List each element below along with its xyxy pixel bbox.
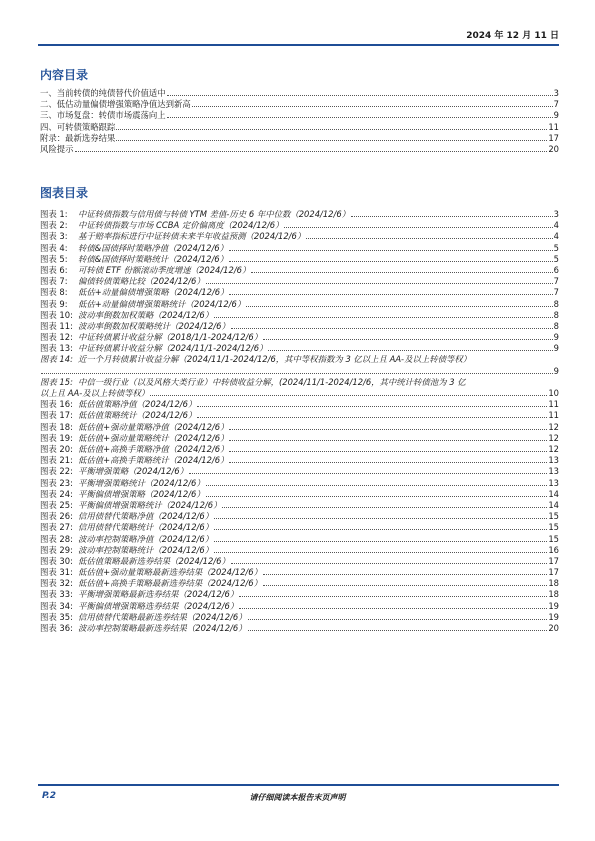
report-date: 2024 年 12 月 11 日	[466, 31, 559, 41]
figure-entry-title: 波动率控制策略最新选券结果（2024/12/6）	[78, 623, 247, 633]
figure-entry-label: 图表 33:	[40, 589, 73, 600]
figure-entry[interactable]	[40, 489, 559, 500]
figure-entry[interactable]	[40, 209, 559, 220]
figure-entry[interactable]	[40, 231, 559, 242]
leader-dots	[248, 613, 548, 620]
figure-entry-page: 8	[553, 320, 559, 331]
figure-entry-title: 中证转债指数与市场 CCBA 定价偏离度（2024/12/6）	[78, 220, 284, 231]
figure-entry-page: 16	[548, 544, 559, 555]
figure-entry-page: 13	[548, 455, 559, 466]
figure-entry-page: 15	[548, 533, 559, 544]
header-divider	[38, 44, 559, 46]
figure-entry-label: 图表 31:	[40, 567, 73, 578]
figure-entry-title: 转债&国债择时策略统计（2024/12/6）	[78, 253, 228, 264]
figure-entry-label: 图表 23:	[40, 477, 73, 488]
figure-entry-line	[40, 377, 559, 388]
toc-entry-title: 一、当前转债的纯债替代价值适中	[40, 88, 166, 98]
figure-entry-label: 图表 17:	[40, 410, 73, 421]
figure-entry-label: 图表 19:	[40, 432, 73, 443]
figures-heading: 图表目录	[40, 186, 89, 200]
leader-dots	[231, 557, 548, 564]
figure-entry-title: 转债&国债择时策略净值（2024/12/6）	[78, 242, 228, 253]
figure-entry-title: 可转债 ETF 份额滚动季度增速（2024/12/6）	[78, 264, 251, 275]
figure-entry-label: 图表 36:	[40, 623, 73, 633]
figure-entry-line	[40, 354, 559, 365]
leader-dots	[239, 602, 547, 609]
figure-entry[interactable]	[40, 455, 559, 466]
leader-dots	[248, 624, 548, 631]
figure-entry-page: 15	[548, 522, 559, 533]
figure-entry-page: 14	[548, 499, 559, 510]
figure-entry-label: 图表 27:	[40, 522, 73, 533]
figure-entry-title: 低估值策略统计（2024/12/6）	[78, 410, 197, 421]
figure-entry-page: 4	[553, 231, 559, 242]
leader-dots	[197, 400, 547, 407]
figure-entry-page: 13	[548, 477, 559, 488]
figure-entry[interactable]	[40, 399, 559, 410]
figure-entry-label: 图表 1:	[40, 209, 68, 219]
figure-entry-label: 图表 13:	[40, 343, 73, 354]
leader-dots	[167, 111, 553, 118]
leader-dots	[229, 434, 547, 441]
figure-entry-title: 平衡增强策略最新选券结果（2024/12/6）	[78, 589, 239, 600]
leader-dots	[41, 367, 553, 374]
toc-entry[interactable]	[40, 99, 559, 110]
figure-entry-label: 图表 35:	[40, 611, 73, 622]
leader-dots	[222, 501, 547, 508]
disclaimer-notice: 请仔细阅读本报告末页声明	[249, 793, 346, 802]
figure-entry[interactable]	[40, 612, 559, 623]
figure-entry-page: 6	[553, 264, 559, 275]
figure-entry-page: 8	[553, 309, 559, 320]
leader-dots	[206, 277, 553, 284]
figure-entry-page: 17	[548, 567, 559, 578]
leader-dots	[263, 333, 553, 340]
leader-dots	[189, 467, 547, 474]
figure-entry-label: 图表 15:	[40, 376, 73, 387]
leader-dots	[214, 535, 547, 542]
leader-dots	[306, 232, 552, 239]
leader-dots	[75, 145, 548, 152]
figure-entry[interactable]	[40, 567, 559, 578]
figure-entry-title: 平衡增强策略（2024/12/6）	[78, 466, 188, 477]
figure-entry[interactable]	[40, 578, 559, 589]
figure-entry-label: 图表 18:	[40, 421, 73, 432]
leader-dots	[229, 244, 553, 251]
figure-entry-page: 13	[548, 466, 559, 477]
leader-dots	[229, 423, 547, 430]
figure-entry-label: 图表 3:	[40, 231, 68, 242]
figure-entry[interactable]	[40, 500, 559, 511]
toc-entry[interactable]	[40, 133, 559, 144]
leader-dots	[214, 523, 547, 530]
figure-entry[interactable]	[40, 601, 559, 612]
figure-entry-page: 18	[548, 578, 559, 589]
toc-entry-page: 20	[548, 143, 559, 154]
figure-entry-label: 图表 2:	[40, 220, 68, 231]
leader-dots	[239, 590, 547, 597]
figure-entry-label: 图表 28:	[40, 533, 73, 544]
figure-entry-title: 基于赔率指标进行中证转债未来半年收益预测（2024/12/6）	[78, 231, 306, 242]
leader-dots	[284, 221, 552, 228]
figure-entry-title: 低估值+强动量策略最新选券结果（2024/12/6）	[78, 567, 262, 578]
leader-dots	[263, 579, 547, 586]
leader-dots	[214, 311, 553, 318]
figure-entry[interactable]	[40, 220, 559, 231]
figure-entry-page: 12	[548, 432, 559, 443]
figure-entry-title-continued: 以上且 AA-及以上转债等权）	[40, 388, 150, 399]
figure-entry-label: 图表 5:	[40, 253, 68, 264]
figure-entry-label: 图表 26:	[40, 511, 73, 522]
figure-entry-label: 图表 20:	[40, 444, 73, 454]
figure-entry-line	[40, 388, 559, 399]
figure-entry-label: 图表 30:	[40, 555, 73, 566]
leader-dots	[116, 134, 547, 141]
leader-dots	[246, 300, 552, 307]
leader-dots	[197, 411, 547, 418]
figure-entry[interactable]	[40, 556, 559, 567]
figure-entry-title: 低估值+高换手策略最新选券结果（2024/12/6）	[78, 578, 262, 589]
figure-entry[interactable]	[40, 410, 559, 421]
figure-entry-title: 偏债转债策略比较（2024/12/6）	[78, 276, 205, 287]
figure-entry-title: 低估值+高换手策略统计（2024/12/6）	[78, 455, 229, 466]
figures-list	[40, 209, 559, 634]
figure-entry-label: 图表 29:	[40, 544, 73, 555]
toc-entry-title: 三、市场复盘：转债市场震荡向上	[40, 110, 166, 121]
leader-dots	[263, 568, 547, 575]
figure-entry-page: 8	[553, 298, 559, 309]
leader-dots	[116, 123, 547, 130]
figure-entry[interactable]	[40, 299, 559, 310]
figure-entry-page: 9	[553, 343, 559, 354]
figure-entry-line	[40, 366, 559, 377]
figure-entry-page: 12	[548, 421, 559, 432]
leader-dots	[268, 344, 552, 351]
leader-dots	[206, 490, 548, 497]
figure-entry-title: 平衡偏债增强策略（2024/12/6）	[78, 488, 205, 499]
figure-entry-title: 信用债替代策略最新选券结果（2024/12/6）	[78, 611, 247, 622]
figure-entry[interactable]	[40, 287, 559, 298]
figure-entry-title: 低估+动量偏债增强策略（2024/12/6）	[78, 287, 229, 298]
figure-entry[interactable]	[40, 444, 559, 455]
figure-entry-page: 11	[548, 410, 559, 421]
figure-entry[interactable]	[40, 511, 559, 522]
figure-entry-title: 波动率控制策略统计（2024/12/6）	[78, 544, 214, 555]
figure-entry-title: 平衡偏债增强策略统计（2024/12/6）	[78, 499, 222, 510]
figure-entry-page: 14	[548, 488, 559, 499]
figure-entry-title: 波动率倒数加权策略（2024/12/6）	[78, 309, 214, 320]
figure-entry-title: 中证转债累计收益分解（2018/1/1-2024/12/6）	[78, 332, 263, 343]
figure-entry-page: 10	[548, 388, 559, 399]
figure-entry[interactable]	[40, 243, 559, 254]
figure-entry-title: 低估值+强动量策略统计（2024/12/6）	[78, 432, 229, 443]
figure-entry-label: 图表 16:	[40, 399, 73, 410]
toc-entry-page: 11	[548, 121, 559, 132]
leader-dots	[229, 288, 552, 295]
figure-entry[interactable]	[40, 332, 559, 343]
figure-entry[interactable]	[40, 545, 559, 556]
toc-heading: 内容目录	[40, 68, 89, 82]
figure-entry-title: 平衡增强策略统计（2024/12/6）	[78, 477, 205, 488]
figure-entry-page: 19	[548, 600, 559, 611]
leader-dots	[214, 512, 547, 519]
toc-entry-title: 四、可转债策略跟踪	[40, 121, 116, 132]
figure-entry-label: 图表 24:	[40, 488, 73, 499]
toc-entry-page: 3	[553, 88, 559, 98]
figure-entry[interactable]	[40, 422, 559, 433]
figure-entry-page: 7	[553, 276, 559, 287]
leader-dots	[229, 255, 553, 262]
figure-entry[interactable]	[40, 534, 559, 545]
toc-entry[interactable]	[40, 88, 559, 99]
leader-dots	[206, 479, 548, 486]
leader-dots	[251, 266, 552, 273]
figure-entry-label: 图表 14:	[40, 354, 73, 365]
figure-entry-label: 图表 9:	[40, 298, 68, 309]
leader-dots	[167, 89, 553, 96]
figure-entry-title: 平衡偏债增强策略选券结果（2024/12/6）	[78, 600, 239, 611]
figure-entry-page: 17	[548, 555, 559, 566]
figure-entry-label: 图表 32:	[40, 578, 73, 589]
leader-dots	[192, 100, 553, 107]
figure-entry-title: 低估值策略净值（2024/12/6）	[78, 399, 197, 410]
figure-entry-label: 图表 21:	[40, 455, 73, 466]
figure-entry-title: 信用债替代策略净值（2024/12/6）	[78, 511, 214, 522]
figure-entry[interactable]	[40, 310, 559, 321]
leader-dots	[351, 210, 553, 217]
figure-entry-label: 图表 7:	[40, 276, 68, 287]
figure-entry[interactable]	[40, 265, 559, 276]
toc-entry-page: 9	[553, 110, 559, 121]
figure-entry[interactable]	[40, 522, 559, 533]
toc-list	[40, 88, 559, 155]
figure-entry-page: 20	[548, 623, 559, 633]
leader-dots	[231, 322, 553, 329]
figure-entry-page: 15	[548, 511, 559, 522]
figure-entry-title: 低估+动量偏债增强策略统计（2024/12/6）	[78, 298, 246, 309]
figure-entry-title: 近一个月转债累计收益分解（2024/11/1-2024/12/6，其中等权指数为 3 亿以上且 AA-及以上转债等权）	[78, 354, 472, 365]
leader-dots	[229, 445, 547, 452]
toc-entry-page: 7	[553, 99, 559, 110]
figure-entry-title: 波动率倒数加权策略统计（2024/12/6）	[78, 320, 230, 331]
figure-entry[interactable]	[40, 377, 559, 399]
figure-entry-page: 9	[553, 332, 559, 343]
toc-entry[interactable]	[40, 122, 559, 133]
figure-entry[interactable]	[40, 254, 559, 265]
figure-entry-label: 图表 22:	[40, 466, 73, 477]
figure-entry[interactable]	[40, 466, 559, 477]
figure-entry-page: 4	[553, 220, 559, 231]
figure-entry[interactable]	[40, 354, 559, 376]
page-number: P.2	[42, 791, 56, 801]
figure-entry-label: 图表 4:	[40, 242, 68, 253]
figure-entry[interactable]	[40, 276, 559, 287]
figure-entry-title: 中证转债指数与信用债与转债 YTM 差值-历史 6 年中位数（2024/12/6）	[78, 209, 351, 219]
toc-entry-title: 二、低估动量偏债增强策略净值达到新高	[40, 99, 191, 110]
figure-entry-page: 5	[553, 242, 559, 253]
figure-entry[interactable]	[40, 623, 559, 634]
figure-entry-label: 图表 25:	[40, 499, 73, 510]
figure-entry[interactable]	[40, 321, 559, 332]
toc-entry[interactable]	[40, 144, 559, 155]
figure-entry[interactable]	[40, 343, 559, 354]
figure-entry[interactable]	[40, 589, 559, 600]
figure-entry-page: 3	[553, 209, 559, 219]
figure-entry-page: 19	[548, 611, 559, 622]
figure-entry-title: 波动率控制策略净值（2024/12/6）	[78, 533, 214, 544]
figure-entry-label: 图表 34:	[40, 600, 73, 611]
footer-divider	[38, 784, 559, 786]
figure-entry-page: 12	[548, 444, 559, 454]
leader-dots	[229, 456, 547, 463]
figure-entry-title: 中证转债累计收益分解（2024/11/1-2024/12/6）	[78, 343, 268, 354]
leader-dots	[214, 546, 547, 553]
figure-entry-title: 低估值策略最新选券结果（2024/12/6）	[78, 555, 230, 566]
figure-entry-page: 9	[553, 365, 559, 376]
figure-entry-title: 低估值+强动量策略净值（2024/12/6）	[78, 421, 229, 432]
toc-entry-title: 风险提示	[40, 143, 74, 154]
toc-entry[interactable]	[40, 110, 559, 121]
figure-entry-title: 低估值+高换手策略净值（2024/12/6）	[78, 444, 229, 454]
figure-entry-title: 信用债替代策略统计（2024/12/6）	[78, 522, 214, 533]
figure-entry[interactable]	[40, 478, 559, 489]
figure-entry[interactable]	[40, 433, 559, 444]
toc-entry-page: 17	[548, 132, 559, 143]
figure-entry-page: 7	[553, 287, 559, 298]
figure-entry-label: 图表 6:	[40, 264, 68, 275]
figure-entry-label: 图表 8:	[40, 287, 68, 298]
figure-entry-label: 图表 10:	[40, 309, 73, 320]
figure-entry-page: 18	[548, 589, 559, 600]
figure-entry-page: 11	[548, 399, 559, 410]
toc-entry-title: 附录：最新选券结果	[40, 132, 116, 143]
figure-entry-title: 中信一级行业（以及风格大类行业）中转债收益分解，(2024/11/1-2024/12/6，其中统计转债池为 3 亿	[78, 376, 466, 387]
leader-dots	[150, 389, 547, 396]
figure-entry-page: 5	[553, 253, 559, 264]
figure-entry-label: 图表 12:	[40, 332, 73, 343]
figure-entry-label: 图表 11:	[40, 320, 73, 331]
